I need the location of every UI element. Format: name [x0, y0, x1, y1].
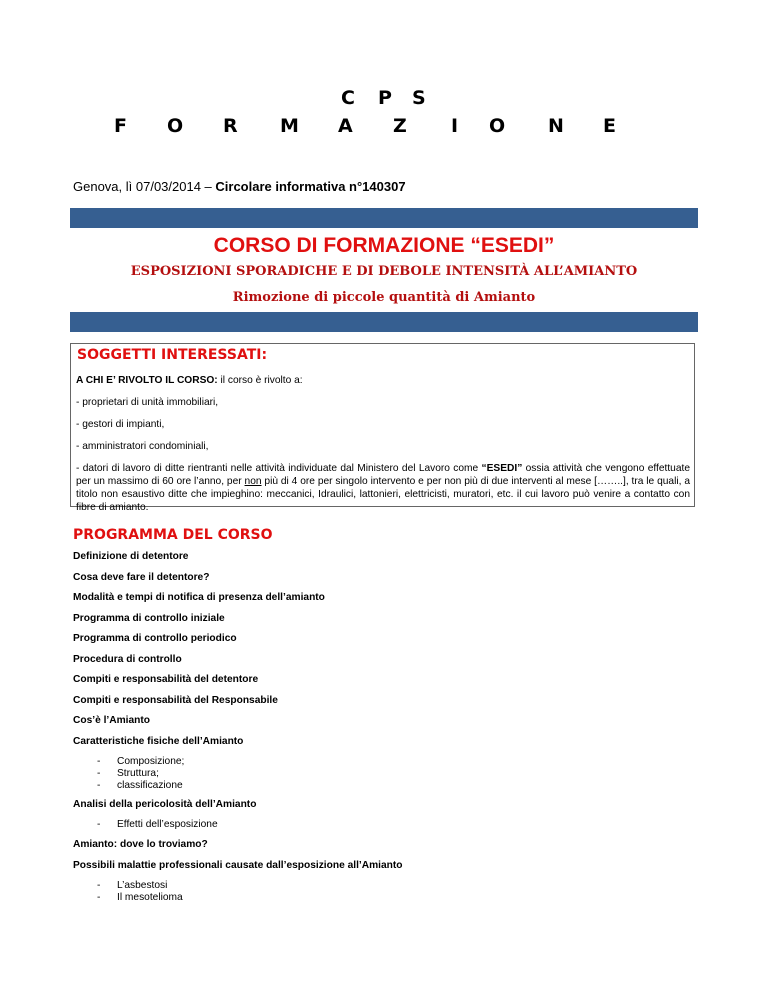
programma-item: Definizione di detentore [73, 551, 189, 562]
programma-item: Compiti e responsabilità del Responsabile [73, 695, 278, 706]
formazione-letter: E [603, 115, 616, 137]
soggetti-last-paragraph [76, 462, 690, 514]
last-part1: - datori di lavoro di ditte rientranti nelle attività individuate dal Ministero del Lavoro come [76, 463, 482, 474]
circolare-label: Circolare informativa n°140307 [215, 179, 406, 194]
last-part3: più di 4 ore per singolo intervento e per non più di due interventi al mese [……..], tra le quali, a titolo non esaustivo ditte che impieghino: meccanici, Idraulici, lattonieri, elettricisti, muratori, etc. il cui lavoro può venire a contatto con fibre di amianto. [76, 476, 690, 513]
programma-heading: PROGRAMMA DEL CORSO [73, 527, 273, 543]
formazione-letter: O [167, 115, 184, 137]
list-dash: - [97, 819, 101, 830]
soggetti-item: - amministratori condominiali, [76, 441, 209, 452]
course-subtitle: ESPOSIZIONI SPORADICHE E DI DEBOLE INTENSITÀ ALL’AMIANTO [130, 264, 638, 279]
last-underline: non [244, 476, 262, 487]
last-bold: “ESEDI” [481, 463, 523, 474]
formazione-letter: O [489, 115, 506, 137]
sub-item: L’asbestosi [117, 880, 168, 891]
programma-item: Programma di controllo periodico [73, 633, 237, 644]
intro-rest: il corso è rivolto a: [217, 375, 303, 386]
list-dash: - [97, 768, 101, 779]
sub-item: Il mesotelioma [117, 892, 183, 903]
cps-letter-c: C [341, 87, 355, 109]
sub-item: Struttura; [117, 768, 159, 779]
sub-item: classificazione [117, 780, 183, 791]
programma-item: Possibili malattie professionali causate dall’esposizione all’Amianto [73, 860, 403, 871]
formazione-letter: Z [393, 115, 407, 137]
list-dash: - [97, 880, 101, 891]
formazione-letter: A [338, 115, 353, 137]
formazione-letter: M [280, 115, 299, 137]
programma-item: Cosa deve fare il detentore? [73, 572, 210, 583]
formazione-letter: F [114, 115, 127, 137]
formazione-letter: N [548, 115, 564, 137]
list-dash: - [97, 892, 101, 903]
soggetti-item: - proprietari di unità immobiliari, [76, 397, 219, 408]
bottom-blue-bar [70, 312, 698, 332]
intro-bold: A CHI E’ RIVOLTO IL CORSO: [76, 375, 218, 386]
programma-item: Amianto: dove lo troviamo? [73, 839, 208, 850]
sub-item: Effetti dell’esposizione [117, 819, 218, 830]
formazione-letter: R [223, 115, 238, 137]
programma-item: Compiti e responsabilità del detentore [73, 674, 259, 685]
programma-item: Cos’è l’Amianto [73, 715, 150, 726]
top-blue-bar [70, 208, 698, 228]
sub-item: Composizione; [117, 756, 185, 767]
soggetti-intro [76, 374, 690, 387]
programma-item: Caratteristiche fisiche dell’Amianto [73, 736, 244, 747]
list-dash: - [97, 780, 101, 791]
programma-item: Analisi della pericolosità dell’Amianto [73, 799, 257, 810]
last-part2: ossia attività che vengono effettuate per un massimo di 60 ore l’anno, per [76, 463, 690, 487]
course-subtitle-2: Rimozione di piccole quantità di Amianto [232, 290, 536, 305]
programma-item: Programma di controllo iniziale [73, 613, 225, 624]
cps-letter-p: P [378, 87, 392, 109]
list-dash: - [97, 756, 101, 767]
programma-item: Procedura di controllo [73, 654, 182, 665]
soggetti-box [70, 343, 695, 513]
date-line [73, 179, 406, 194]
soggetti-item: - gestori di impianti, [76, 419, 165, 430]
soggetti-heading: SOGGETTI INTERESSATI: [77, 347, 268, 363]
date-prefix: Genova, lì 07/03/2014 – [73, 179, 216, 194]
cps-letter-s: S [412, 87, 426, 109]
formazione-letter: I [451, 115, 459, 137]
course-title: CORSO DI FORMAZIONE “ESEDI” [213, 234, 555, 257]
programma-item: Modalità e tempi di notifica di presenza dell’amianto [73, 592, 325, 603]
